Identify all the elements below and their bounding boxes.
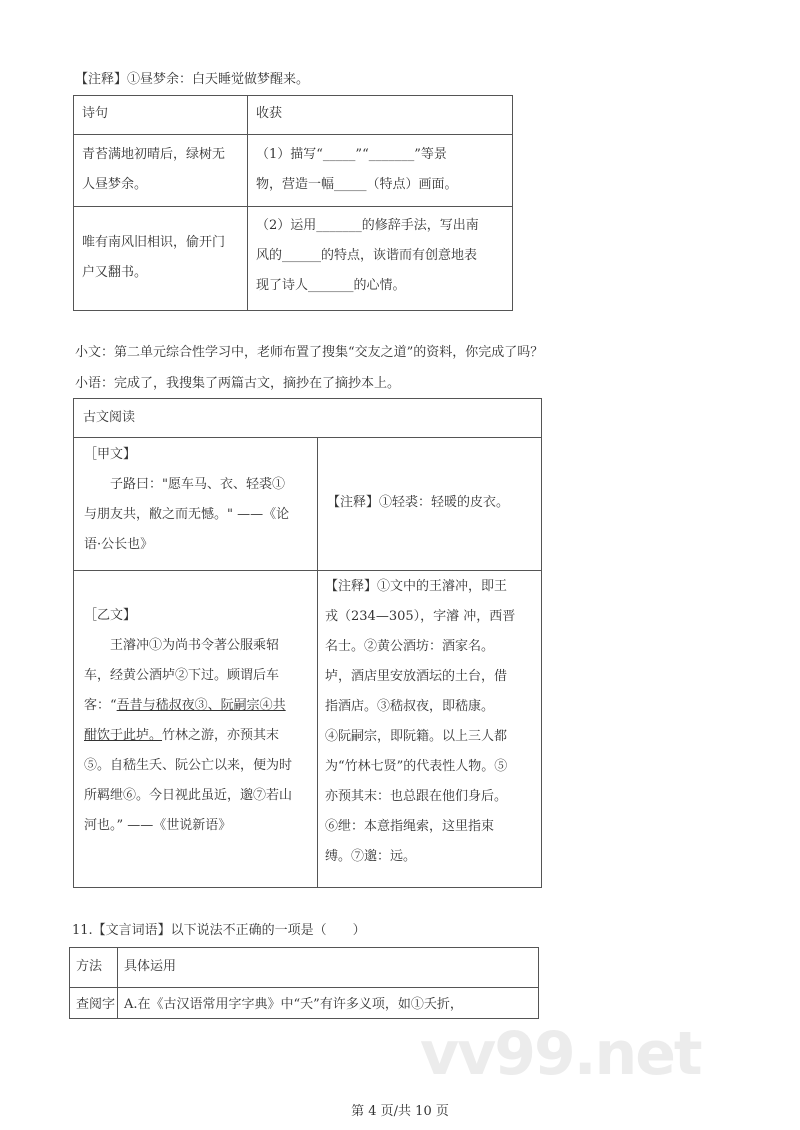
divider [317,437,318,888]
divider [73,570,542,571]
gain-2: （2）运用_______的修辞手法，写出南 风的______的特点，诙谐而有创意地表 现了诗人_______的心情。 [256,218,479,293]
header-usage: 具体运用 [124,959,177,974]
jia-text: ［甲文】 子路曰："愿车马、衣、轻裘① 与朋友共，敝之而无憾。" ——《论 语·公长也》 [84,447,290,552]
gain-1: （1）描写“_____”“_______”等景 物，营造一幅_____（特点）画面。 [256,147,458,192]
header-gain: 收获 [256,106,283,121]
divider [73,437,542,438]
divider [117,947,118,1019]
yi-note: 【注释】①文中的王濬冲，即王 戎（234—305），字濬 冲，西晋 名士。②黄公酒坊：酒家名。 垆，酒店里安放酒坛的土台，借 指酒店。③嵇叔夜，即嵇康。 ④阮嗣宗，即阮籍。以上三人都 为“竹林七贤”的代表性人物。⑤ 亦预其末：也总跟在他们身后。 ⑥绁：本意指绳索，这里指束 缚。⑦邈：远。 [325,579,516,864]
method-cell: 查阅字 [76,997,116,1012]
watermark: vv99.net [420,1019,701,1089]
dialog-xiaoyu: 小语：完成了，我搜集了两篇古文，摘抄在了摘抄本上。 [75,376,401,391]
poem-line-2: 唯有南风旧相识，偷开门 户又翻书。 [82,235,226,280]
header-method: 方法 [76,959,103,974]
table-title: 古文阅读 [83,410,136,425]
poem-line-1: 青苔满地初晴后，绿树无 人昼梦余。 [82,147,226,192]
question-11: 11.【文言词语】以下说法不正确的一项是（ ） [72,923,366,938]
divider [73,134,513,135]
note-poem: 【注释】①昼梦余：白天睡觉做梦醒来。 [75,72,310,87]
header-poem: 诗句 [82,106,109,121]
jia-note: 【注释】①轻裘：轻暖的皮衣。 [327,495,510,510]
usage-cell: A.在《古汉语常用字字典》中“夭”有许多义项，如①夭折， [124,997,463,1012]
divider [69,987,539,988]
dialog-xiaowen: 小文：第二单元综合性学习中，老师布置了搜集“交友之道”的资料，你完成了吗？ [75,345,544,360]
divider [247,95,248,311]
divider [73,206,513,207]
yi-text: ［乙文】 王濬冲①为尚书令著公服乘轺 车，经黄公酒垆②下过。顾谓后车 客：“吾昔与嵇叔夜③、阮嗣宗④共 酣饮于此垆。竹林之游，亦预其末 ⑤。自嵇生夭、阮公亡以来，便为时 所羁绁⑥。今日视此虽近，邈⑦若山 河也。” ——《世说新语》 [84,608,293,833]
page-footer: 第 4 页/共 10 页 [351,1104,449,1119]
